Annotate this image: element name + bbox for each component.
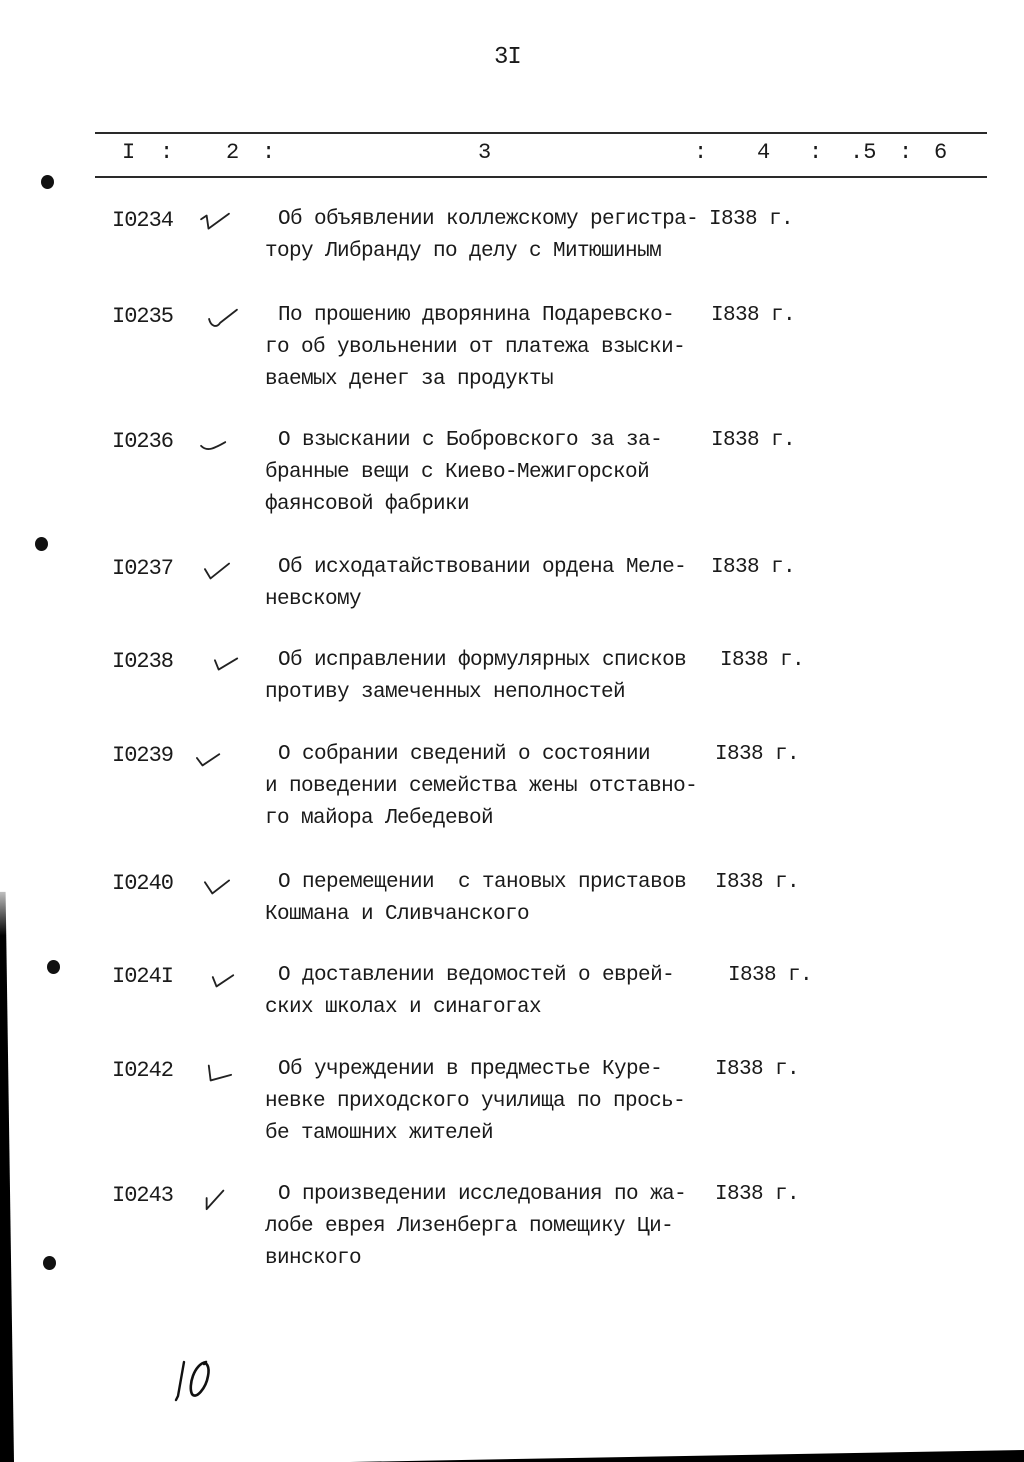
column-header-5: .5 [850,140,877,165]
entry-title-line: Об учреждении в предместье Куре- [278,1058,663,1081]
entry-title-line: По прошению дворянина Подаревско- [278,304,675,327]
entry-year: I838 г. [715,743,800,766]
column-separator: : [899,140,913,165]
entry-title-line: Об исходатайствовании ордена Меле- [278,556,687,579]
pencil-checkmark-icon [190,745,228,771]
pencil-checkmark-icon [204,966,242,992]
entry-title-line: О доставлении ведомостей о еврей- [278,964,675,987]
column-header-2: 2 [226,140,240,165]
entry-title-line: О взыскании с Бобровского за за- [278,429,663,452]
entry-title-continuation: лобе еврея Лизенберга помещику Ци- [265,1215,674,1238]
case-number: I0239 [112,743,174,768]
entry-year: I838 г. [720,649,805,672]
column-header-I: I [122,140,136,165]
entry-title-continuation: бранные вещи с Киево-Межигорской [265,461,650,484]
case-number: I0242 [112,1058,174,1083]
entry-year: I838 г. [715,1183,800,1206]
punch-hole-mark [47,960,60,974]
entry-title-line: Об исправлении формулярных списков [278,649,687,672]
column-separator: : [694,140,708,165]
entry-title-continuation: тору Либранду по делу с Митюшиным [265,240,662,263]
entry-title-continuation: ских школах и синагогах [265,996,542,1019]
entry-year: I838 г. [715,871,800,894]
entry-title-line: Об объявлении коллежскому регистра- [278,208,699,231]
column-header-4: 4 [757,140,771,165]
pencil-checkmark-icon [200,1060,238,1086]
entry-year: I838 г. [715,1058,800,1081]
entry-title-continuation: го об увольнении от платежа взыски- [265,336,686,359]
case-number: I024I [112,964,174,989]
handwritten-folio-number [172,1358,222,1404]
entry-year: I838 г. [711,304,796,327]
scan-edge-shadow-left [0,0,14,1462]
column-header-3: 3 [478,140,492,165]
pencil-checkmark-icon [198,558,236,584]
scan-edge-shadow-bottom [350,1450,1024,1462]
entry-year: I838 г. [709,208,794,231]
case-number: I0243 [112,1183,174,1208]
column-header-6: 6 [934,140,948,165]
page-number: 3I [494,44,521,71]
entry-title-continuation: фаянсовой фабрики [265,493,470,516]
case-number: I0237 [112,556,174,581]
pencil-checkmark-icon [198,873,236,899]
handwritten-10-icon [172,1358,222,1404]
entry-title-line: О перемещении с тановых приставов [278,871,687,894]
case-number: I0236 [112,429,174,454]
entry-title-continuation: винского [265,1247,362,1270]
case-number: I0235 [112,304,174,329]
pencil-checkmark-icon [208,651,246,677]
case-number: I0238 [112,649,174,674]
punch-hole-mark [43,1256,56,1270]
entry-title-line: О произведении исследования по жа- [278,1183,687,1206]
entry-title-continuation: бе тамошних жителей [265,1122,494,1145]
pencil-checkmark-icon [204,306,242,332]
case-number: I0234 [112,208,174,233]
entry-title-continuation: Кошмана и Сливчанского [265,903,530,926]
pencil-checkmark-icon [196,210,234,236]
entry-title-continuation: ваемых денег за продукты [265,368,554,391]
entry-year: I838 г. [711,556,796,579]
entry-title-continuation: го майора Лебедевой [265,807,494,830]
entry-year: I838 г. [711,429,796,452]
pencil-checkmark-icon [196,1185,234,1211]
entry-title-continuation: и поведении семейства жены отставно- [265,775,698,798]
case-number: I0240 [112,871,174,896]
column-separator: : [160,140,174,165]
entry-title-continuation: противу замеченных неполностей [265,681,626,704]
pencil-checkmark-icon [196,431,234,457]
entry-title-line: О собрании сведений о состоянии [278,743,651,766]
punch-hole-mark [41,175,54,189]
column-separator: : [809,140,823,165]
entry-title-continuation: невке приходского училища по прось- [265,1090,686,1113]
entry-year: I838 г. [728,964,813,987]
punch-hole-mark [35,537,48,551]
header-bottom-rule [95,176,987,178]
header-top-rule [95,132,987,134]
column-separator: : [262,140,276,165]
entry-title-continuation: невскому [265,588,362,611]
